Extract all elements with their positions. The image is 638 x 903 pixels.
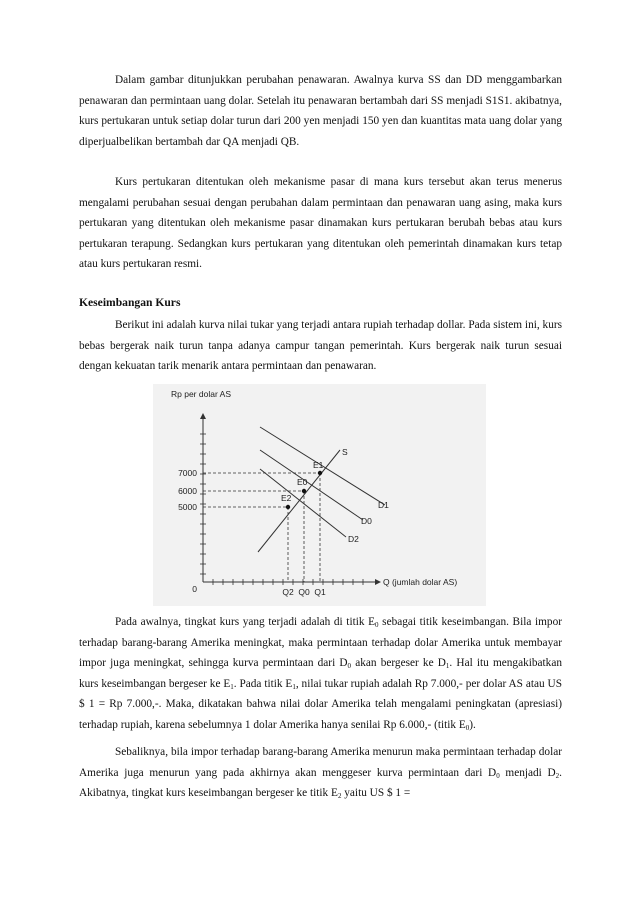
p4-sub-4: 1 — [230, 682, 234, 691]
x-tick-q0: Q0 — [298, 587, 310, 597]
paragraph-3-text: Berikut ini adalah kurva nilai tukar yang terjadi antara rupiah terhadap dollar. Pada sistem ini, kurs bebas bergerak naik turun tanpa adanya campur tangan pemerintah. Kurs bergerak naik turun sesuai dengan kekuatan tarik menarik antara permintaan dan penawaran. — [79, 319, 562, 372]
section-heading: Keseimbangan Kurs — [79, 296, 181, 309]
paragraph-2-text: Kurs pertukaran ditentukan oleh mekanisme pasar di mana kurs tersebut akan terus menerus mengalami perubahan sesuai dengan perubahan dalam permintaan dan penawaran uang asing, maka kurs pertukaran yang ditentukan oleh mekanisme pasar dinamakan kurs pertukaran berubah bebas atau kurs pertukaran terapung. Sedangkan kurs pertukaran yang ditentukan oleh pemerintah dinamakan kurs tetap atau kurs pertukaran resmi. — [79, 176, 562, 270]
p4-text-2: sebagai titik keseimbangan. Bila impor terhadap barang-barang Amerika meningkat, maka permintaan terhadap dolar Amerika untuk membayar impor juga meningkat, sehingga kurva permintaan dari D — [79, 616, 562, 669]
p5-sub-3: 2 — [337, 792, 342, 800]
label-e0: E0 — [297, 477, 308, 487]
point-e0 — [302, 489, 306, 493]
p4-sub-1: 0 — [375, 621, 379, 629]
point-e2 — [286, 505, 290, 509]
p4-text-1: Pada awalnya, tingkat kurs yang terjadi adalah di titik E — [115, 616, 376, 628]
p4-sub-2: 0 — [347, 662, 352, 670]
p5-sub-2: 2 — [555, 771, 560, 780]
p5-text-3: . Akibatnya, tingkat kurs keseimbangan bergeser ke titik E — [79, 766, 562, 799]
label-e1: E1 — [313, 460, 324, 470]
p5-text-2: menjadi D — [499, 766, 556, 779]
p4-text-5: . Pada titik E — [233, 677, 293, 690]
paragraph-demand-decrease — [79, 742, 562, 804]
label-e2: E2 — [281, 493, 292, 503]
label-d2: D2 — [348, 534, 359, 544]
y-tick-5000: 5000 — [178, 502, 197, 512]
p4-sub-6: 0 — [465, 723, 470, 732]
chart-svg — [153, 384, 486, 606]
y-tick-7000: 7000 — [178, 468, 197, 478]
x-tick-q1: Q1 — [314, 587, 326, 597]
exchange-rate-chart — [153, 384, 486, 606]
y-axis-label: Rp per dolar AS — [171, 389, 232, 399]
y-tick-6000: 6000 — [178, 486, 197, 496]
p4-text-4: . Hal itu mengakibatkan kurs keseimbangan bergeser ke E — [79, 657, 562, 690]
p5-text-1: Sebaliknya, bila impor terhadap barang-barang Amerika menurun maka permintaan terhadap dolar Amerika juga menurun yang pada akhirnya akan menggeser kurva permintaan dari D — [79, 746, 562, 779]
point-e1 — [318, 471, 322, 475]
paragraph-exchange-mechanism — [79, 172, 562, 275]
paragraph-1-text: Dalam gambar ditunjukkan perubahan penawaran. Awalnya kurva SS dan DD menggambarkan penawaran dan permintaan uang dolar. Setelah itu penawaran bertambah dari SS menjadi S1S1. akibatnya, kurs pertukaran untuk setiap dolar turun dari 200 yen menjadi 150 yen dan kuantitas mata uang dolar yang diperjualbelikan bertambah dar QA menjadi QB. — [79, 74, 562, 148]
p4-text-6: , nilai tukar rupiah adalah Rp 7.000,- per dolar AS atau US $ 1 = Rp 7.000,-. Maka, dikatakan bahwa nilai dolar Amerika telah mengalami peningkatan (apresiasi) terhadap rupiah, karena sebelumnya 1 dolar Amerika hanya senilai Rp 6.000,- (titik E — [79, 677, 562, 731]
paragraph-exchange-curve-intro — [79, 315, 562, 377]
supply-curve-s — [258, 450, 340, 552]
label-d0: D0 — [361, 516, 372, 526]
x-axis-label: Q (jumlah dolar AS) — [383, 577, 458, 587]
p4-sub-3: 1 — [445, 662, 450, 670]
guide-lines — [203, 473, 320, 582]
p4-sub-5: 1 — [292, 682, 296, 691]
origin-label: 0 — [192, 584, 197, 594]
x-tick-q2: Q2 — [282, 587, 294, 597]
p5-sub-1: 0 — [496, 771, 500, 780]
paragraph-supply-change — [79, 70, 562, 152]
p5-text-4: yaitu US $ 1 = — [341, 787, 411, 799]
paragraph-demand-increase — [79, 612, 562, 735]
label-s: S — [342, 447, 348, 457]
p4-text-3: akan bergeser ke D — [351, 657, 446, 669]
p4-text-7: ). — [469, 718, 476, 731]
label-d1: D1 — [378, 500, 389, 510]
axis-ticks — [200, 434, 363, 585]
